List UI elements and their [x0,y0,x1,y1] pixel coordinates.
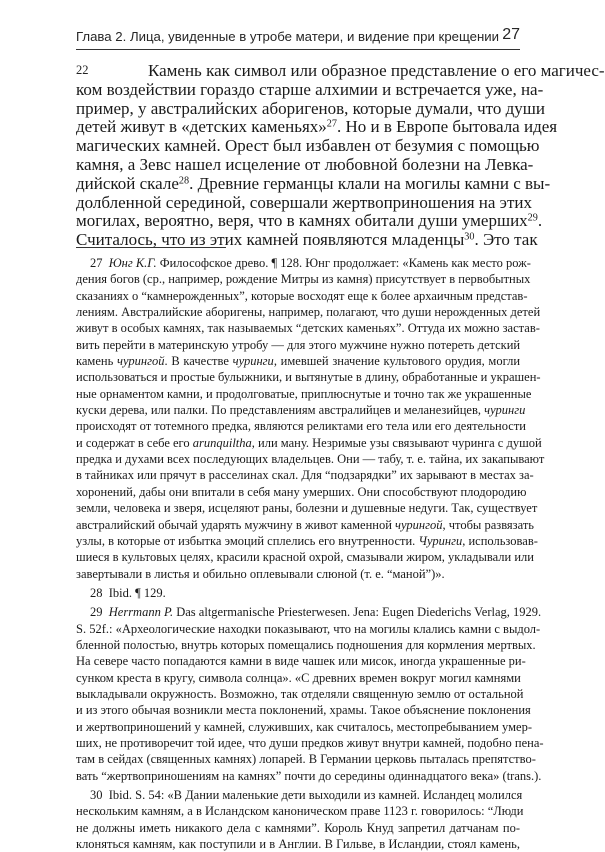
footnote-line: австралийский обычай ударять мужчину в живот каменной чурингой, чтобы развязать [76,517,535,532]
footnote-line: и содержат в себе его arunquiltha, или ману. Незримые узы связывают чуринга с душой [76,435,542,450]
footnote-line: вать “жертвоприношениям на камнях” почти до середины одиннадцатого века» (trans.). [76,768,542,783]
footnote-line: не должны иметь никакого дела с камнями”. Король Кнуд запретил датчанам по- [76,820,520,835]
footnote-ref[interactable]: 30 [464,231,475,243]
footnote-line: дения богов (ср., например, рождение Митры из камня) присутствует в первобытных [76,272,531,287]
footnote-line: в тайниках или прячут в расселинах скал. Для “подзарядки” их зарывают в местах за- [76,468,534,483]
footnote-line: завертывали в листья и обильно оплевывали слюной (т. е. “маной”)». [76,566,445,581]
text-line: Камень как символ или образное представление о его магичес- [148,61,605,80]
footnote-line: нескольким камням, а в Исландском каноническом праве 1123 г. говорилось: “Люди [76,804,524,819]
footnote-line: бленной полостью, внутрь которых помещались подношения для кормления мертвых. [76,637,536,652]
footnote-line: выкладывали окружность. Возможно, так отделяли священную землю от остальной [76,686,524,701]
running-header [76,27,520,47]
text-line: пример, у австралийских аборигенов, которые думали, что души [76,98,545,118]
footnote-line: ших, не противоречит той идее, что души предков живут внутри камней, подобно пена- [76,735,544,750]
footnote-line: ные орнаментом камни, и продолговатые, приплюснутые и точно так же украшенные [76,386,532,401]
footnote-line: земли, человека и зверя, исцеляют раны, болезни и душевные недуги. Так, существует [76,501,538,516]
footnote-line: там в сейдах (священных камнях) лопарей. В Германии церковь пыталась препятство- [76,752,536,767]
footnote-line: камень чурингой. В качестве чуринги, имевшей значение культового орудия, могли [76,354,521,369]
footnote-line: лениям. Австралийские аборигены, например, полагают, что души нерожденных детей [76,305,541,320]
footnote-28: 28 Ibid. ¶ 129. [90,585,166,600]
footnote-line: и из этого обычая возникли места поклонений, храмы. Такое объяснение поклонения [76,703,531,718]
footnote-ref[interactable]: 29 [527,212,538,224]
footnote-separator [76,247,226,248]
footnote-line: сказаниях о “камнерожденных”, которые восходят еще к более архаичным представ- [76,288,528,303]
footnote-line: и жертвоприношений у камней, служивших, как считалось, местопребыванием умер- [76,719,532,734]
footnote-line: предка и духами всех последующих владельцев. Они — табу, т. е. тайна, их закапывают [76,452,545,467]
footnote-ref[interactable]: 27 [326,118,337,130]
footnote-line: использоваться и простые булыжники, и вытянутые в длину, обработанные и украшен- [76,370,541,385]
footnote-27: 27 Юнг К.Г. Философское древо. ¶ 128. Юнг продолжает: «Камень как место рож- [90,256,531,270]
text-line: Считалось, что из этих камней появляются младенцы$^{30}$. Это так [76,230,538,250]
footnote-line: сунком креста в кругу, символа солнца». «С древних времен вокруг могил камнями [76,670,521,685]
footnote-line: шиеся в культовых целях, красили красной охрой, смазывали жиром, укладывали или [76,550,534,565]
chapter-title: Глава 2. Лица, увиденные в утробе матери, и видение при крещении [76,29,500,44]
footnote-line: живут в особых камнях, так называемых “детских каменьях”. Оттуда их можно застав- [76,321,540,336]
footnote-ref[interactable]: 28 [178,175,190,187]
text-line: магических камней. Орест был избавлен от безумия с помощью [76,136,540,156]
footnote-line: вить перейти в материнскую утробу — для этого мужчине нужно потереть детский [76,337,521,352]
text-line: детей живут в «детских каменьях»$^{27}$. Но и в Европе бытовала идея [76,117,558,137]
margin-paragraph-number: 22 [76,63,89,77]
footnote-line: куски дерева, или палки. По представлениям австралийцев и меланезийцев, чуринги [76,403,526,418]
page-number: 27 [502,26,520,43]
footnote-30: 30 Ibid. S. 54: «В Дании маленькие дети выходили из камней. Исландец молился [90,788,523,802]
text-line: камня, а Зевс нашел исцеление от любовной болезни на Левка- [76,154,534,174]
text-line: долбленной серединой, совершали жертвоприношения на этих [76,192,532,212]
header-rule [76,49,520,50]
footnote-line: хоронений, дабы они впитали в себя ману умерших. Они способствуют плодородию [76,484,527,499]
main-text [76,61,605,250]
footnote-line: узлы, в которые от избытка эмоций сплелись его внутренности. Чуринги, использовав- [76,533,538,548]
footnote-line: происходят от тотемного предка, являются реликтами его тела или его деятельности [76,419,526,434]
footnote-line: На севере часто попадаются камни в виде чашек или мисок, иногда украшенные ри- [76,654,526,669]
text-line: ком воздействии гораздо старше алхимии и встречается уже, на- [76,79,544,99]
footnote-line: S. 52f.: «Археологические находки показывают, что на могилы клались камни с выдол- [76,621,541,636]
footnote-29: 29 Herrmann P. Das altgermanische Priesterwesen. Jena: Eugen Diederichs Verlag, 1929. [90,605,542,620]
footnote-line: клоняться камням, как поступили и в Англии. В Гильве, в Исландии, стоял камень, [76,837,520,852]
text-line: дийской скале$^{28}$. Древние германцы клали на могилы камни с вы- [76,173,551,193]
footnotes [76,255,545,852]
text-line: могилах, вероятно, веря, что в камнях обитали души умерших$^{29}$. [76,211,543,231]
